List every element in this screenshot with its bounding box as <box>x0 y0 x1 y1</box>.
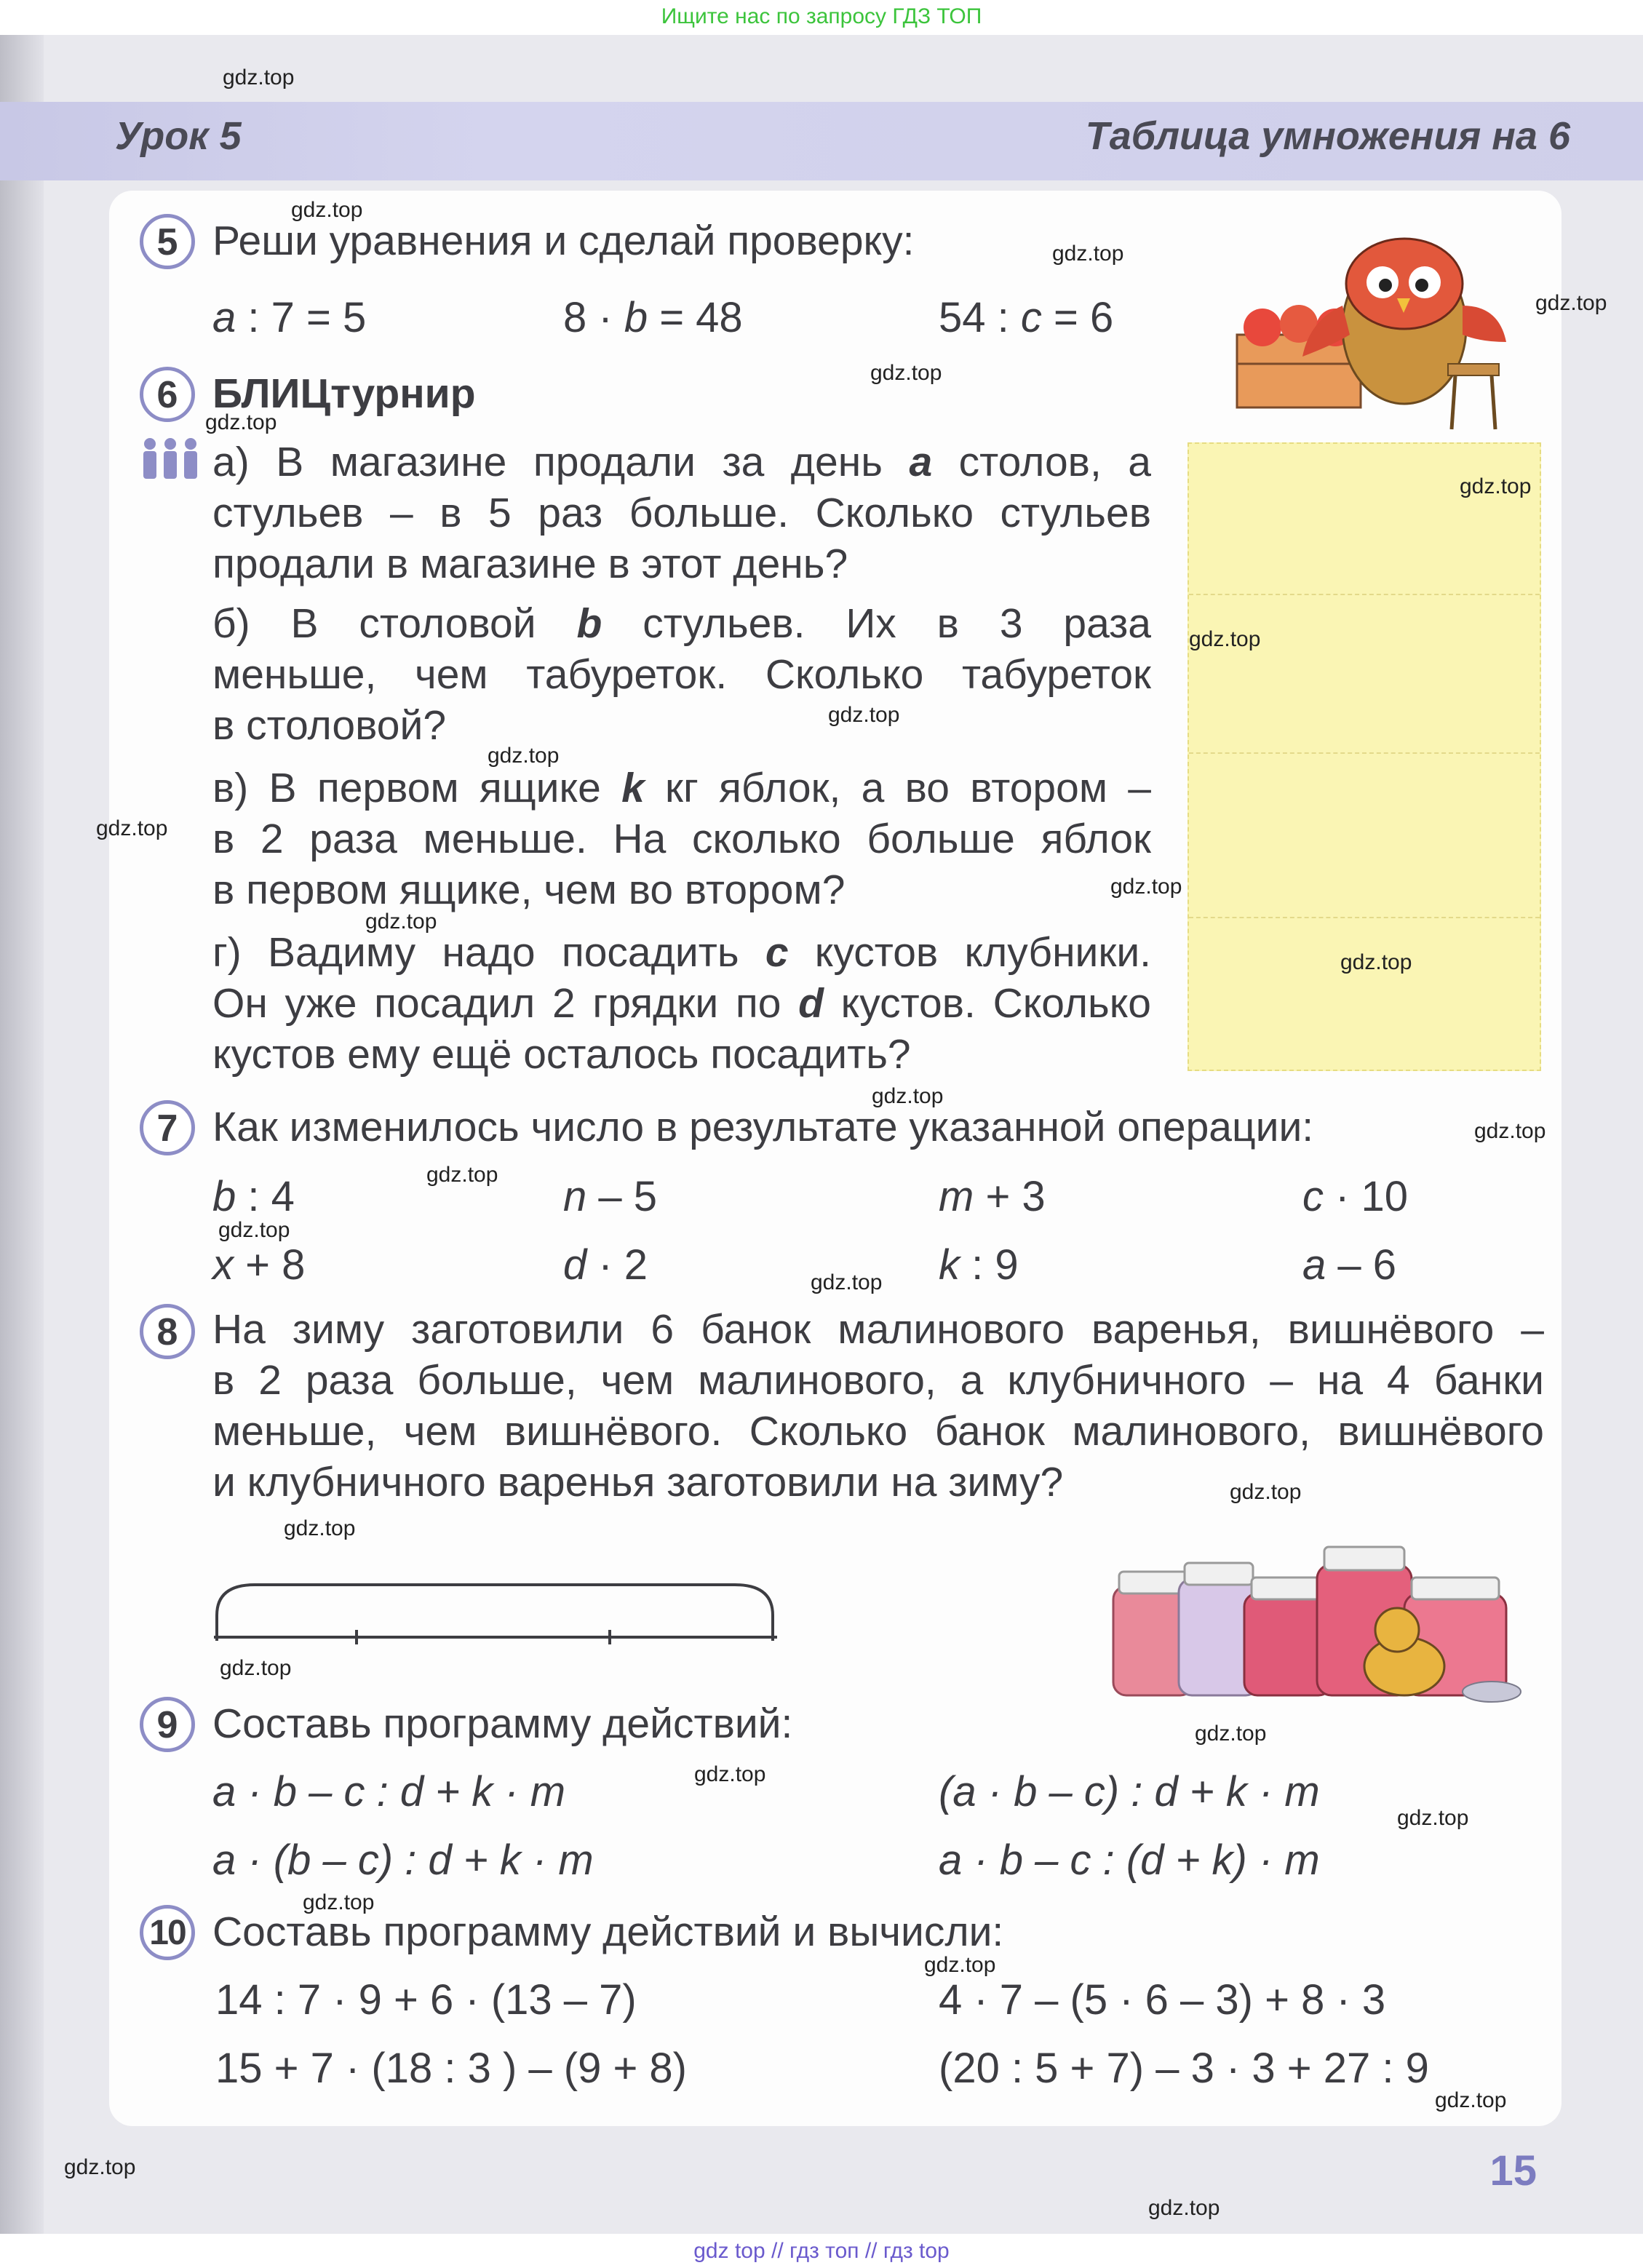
watermark: gdz.top <box>223 65 295 89</box>
watermark: gdz.top <box>284 1516 356 1540</box>
task-9-expression: (a · b – c) : d + k · m <box>939 1768 1320 1815</box>
watermark: gdz.top <box>870 361 942 385</box>
task-10-expression: 14 : 7 · 9 + 6 · (13 – 7) <box>215 1976 637 2024</box>
task-5-equation-1: a : 7 = 5 <box>212 294 367 341</box>
watermark: gdz.top <box>291 198 363 222</box>
watermark: gdz.top <box>1474 1119 1546 1143</box>
task-9-expression: a · (b – c) : d + k · m <box>212 1837 594 1884</box>
watermark: gdz.top <box>694 1762 766 1786</box>
task-8-number: 8 <box>140 1304 195 1359</box>
task-5-number: 5 <box>140 214 195 269</box>
topic-title: Таблица умножения на 6 <box>1085 114 1570 158</box>
task-7-number: 7 <box>140 1100 195 1155</box>
task-6b-text: б) В столовой b стульев. Их в 3 раза меньше, чем табуреток. Сколько табуреток в столовой? <box>212 600 1152 749</box>
task-5-equation-3: 54 : c = 6 <box>939 294 1114 341</box>
task-6-number: 6 <box>140 367 195 422</box>
task-7-op: c · 10 <box>1302 1173 1409 1220</box>
watermark: gdz.top <box>426 1163 498 1187</box>
task-10-expression: (20 : 5 + 7) – 3 · 3 + 27 : 9 <box>939 2045 1429 2092</box>
watermark: gdz.top <box>205 410 277 434</box>
watermark: gdz.top <box>220 1656 292 1680</box>
task-10-number: 10 <box>140 1905 195 1960</box>
task-7-op: k : 9 <box>939 1241 1019 1289</box>
watermark: gdz.top <box>1110 875 1182 899</box>
watermark: gdz.top <box>1397 1806 1469 1830</box>
task-5-title: Реши уравнения и сделай проверку: <box>212 218 915 264</box>
watermark: gdz.top <box>1189 627 1261 651</box>
watermark: gdz.top <box>872 1084 944 1108</box>
bottom-banner[interactable]: gdz top // гдз топ // гдз top <box>0 2234 1643 2268</box>
task-7-op: x + 8 <box>212 1241 306 1289</box>
task-9-expression: a · b – c : d + k · m <box>212 1768 566 1815</box>
owl-illustration <box>1222 218 1513 444</box>
task-5-equation-2: 8 · b = 48 <box>563 294 743 341</box>
watermark: gdz.top <box>488 744 560 768</box>
page-number: 15 <box>1489 2147 1537 2195</box>
watermark: gdz.top <box>1230 1480 1302 1504</box>
lesson-title: Урок 5 <box>115 114 242 158</box>
watermark: gdz.top <box>1435 2088 1507 2112</box>
watermark: gdz.top <box>365 910 437 934</box>
watermark: gdz.top <box>811 1270 883 1294</box>
task-9-title: Составь программу действий: <box>212 1700 793 1747</box>
watermark: gdz.top <box>1535 291 1607 315</box>
task-6g-text: г) Вадиму надо посадить c кустов клубники. Он уже посадил 2 грядки по d кустов. Сколько кустов ему ещё осталось посадить? <box>212 929 1151 1078</box>
watermark: gdz.top <box>1340 950 1412 974</box>
task-6a-text: а) В магазине продали за день a столов, а стульев – в 5 раз больше. Сколько стульев продали в магазине в этот день? <box>212 439 1151 587</box>
top-banner[interactable]: Ищите нас по запросу ГДЗ ТОП <box>0 0 1643 35</box>
task-10-title: Составь программу действий и вычисли: <box>212 1909 1004 1955</box>
task-9-number: 9 <box>140 1697 195 1752</box>
watermark: gdz.top <box>96 816 168 840</box>
watermark: gdz.top <box>1052 242 1124 266</box>
segment-diagram <box>211 1572 786 1644</box>
page-edge <box>0 35 44 2234</box>
watermark: gdz.top <box>303 1890 375 1914</box>
task-6-title: БЛИЦтурнир <box>212 370 476 417</box>
task-7-op: d · 2 <box>563 1241 648 1289</box>
task-9-expression: a · b – c : (d + k) · m <box>939 1837 1320 1884</box>
watermark: gdz.top <box>218 1218 290 1242</box>
jam-jars-illustration <box>1106 1543 1528 1710</box>
watermark: gdz.top <box>1148 2196 1220 2220</box>
task-6v-text: в) В первом ящике k кг яблок, а во втором – в 2 раза меньше. На сколько больше яблок в первом ящике, чем во втором? <box>212 765 1151 913</box>
watermark: gdz.top <box>64 2155 136 2179</box>
task-8-text: На зиму заготовили 6 банок малинового варенья, вишнёвого – в 2 раза больше, чем малинового, а клубничного – на 4 банки меньше, чем вишнёвого. Сколько банок малинового, вишнёвого и клубничного варенья заготовили на зиму? <box>212 1306 1544 1505</box>
task-10-expression: 15 + 7 · (18 : 3 ) – (9 + 8) <box>215 2045 687 2092</box>
watermark: gdz.top <box>1195 1722 1267 1746</box>
task-7-op: b : 4 <box>212 1173 295 1220</box>
task-10-expression: 4 · 7 – (5 · 6 – 3) + 8 · 3 <box>939 1976 1386 2024</box>
watermark: gdz.top <box>924 1953 996 1977</box>
answer-note-area <box>1188 442 1541 1071</box>
task-7-op: a – 6 <box>1302 1241 1397 1289</box>
task-7-op: m + 3 <box>939 1173 1046 1220</box>
group-work-icon <box>140 437 201 480</box>
watermark: gdz.top <box>828 703 900 727</box>
task-7-op: n – 5 <box>563 1173 658 1220</box>
watermark: gdz.top <box>1460 474 1532 498</box>
task-7-title: Как изменилось число в результате указанной операции: <box>212 1104 1314 1150</box>
